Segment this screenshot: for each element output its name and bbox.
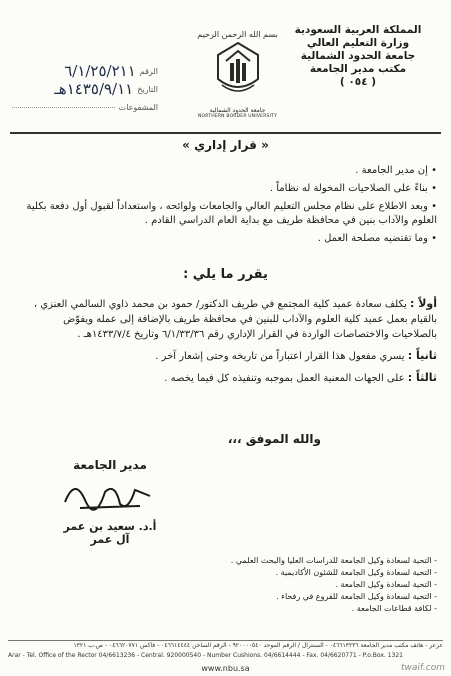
preamble-item: • وبعد الاطلاع على نظام مجلس التعليم العالي والجامعات ولوائحه ، واستعداداً لقبول أول دفعة بكلية العلوم والآداب بنين في محافظة طريف مع بداية العام الدراسي القادم . [26, 201, 437, 226]
copies-list [17, 555, 437, 615]
logo-name-en: NORTHERN BORDER UNIVERSITY [197, 114, 278, 119]
logo-name-ar: جامعة الحدود الشمالية [209, 107, 266, 114]
article-number: ثانياً : [407, 349, 437, 362]
article-number: أولاً : [409, 297, 437, 310]
signature-block [60, 458, 160, 546]
university-logo [195, 30, 280, 125]
preamble-item: • وما تقتضيه مصلحة العمل . [317, 233, 437, 244]
handwritten-signature [60, 472, 160, 517]
decree-title: « قرار إداري » [182, 138, 269, 152]
article-text: يكلف سعادة عميد كلية المجتمع في طريف الدكتور/ حمود بن محمد ذاوي السالمي العنزي ، بالقيام بعمل عميد كلية العلوم والآداب للبنين في محافظة طريف بالإضافة إلى عمله ويفوّض بالصلاحيات والاختصاصات الواردة في القرار الإداري رقم ٦/١/٣٣/٣٦ وتاريخ ١٤٣٣/٧/٤هـ . [33, 299, 437, 340]
article-text: على الجهات المعنية العمل بموجبه وتنفيذه كل فيما يخصه . [164, 373, 405, 384]
copy-recipient: - التحية لسعادة وكيل الجامعة للفروع في رفحاء . [276, 592, 437, 601]
watermark: twaif.com [401, 663, 445, 673]
copy-recipient: - التحية لسعادة وكيل الجامعة . [335, 580, 437, 589]
university-website: www.nbu.sa [201, 664, 250, 673]
office-code: ( ٠٥٤ ) [339, 76, 377, 88]
ref-attachments-label: المشفوعات [118, 102, 158, 112]
articles [17, 290, 437, 392]
attachments-line [12, 107, 115, 108]
copy-recipient: - التحية لسعادة وكيل الجامعة للدراسات العليا والبحث العلمي . [230, 556, 437, 565]
letterhead-line: المملكة العربية السعودية [294, 24, 422, 36]
preamble-item: • بناءً على الصلاحيات المخولة له نظاماً . [269, 183, 437, 194]
preamble [17, 160, 437, 250]
basmala: بسم الله الرحمن الرحيم [197, 30, 278, 39]
footer-contact-ar: عرعر - هاتف مكتب مدير الجامعة ٠٤٦٦١٣٢٣٦ - السنترال / الرقم الموحد ٩٢٠٠٠٠٥٤٠ - الرقم الساخن ٠٤٦٦١٤٤٤٤ - فاكس ٠٤٦٦٢٠٧٧١ - ص.ب ١٣٢١ [73, 642, 443, 649]
footer-divider [8, 640, 443, 641]
ref-number: ٦/١/٢٥/٢١١ [64, 62, 136, 80]
article-2 [17, 348, 437, 364]
letterhead-line: وزارة التعليم العالي [306, 37, 410, 49]
letterhead-line: جامعة الحدود الشمالية [300, 50, 416, 62]
footer-contact-en: Arar - Tel. Office of the Rector 04/6613236 - Central. 920000540 - Number Cushions. 04/6614444 - Fax. 04/6620771 - P.o.Box. 1321 [8, 652, 403, 659]
preamble-item: • إن مدير الجامعة . [355, 165, 437, 176]
ref-date-label: التاريخ [137, 84, 158, 94]
article-text: يسري مفعول هذا القرار اعتباراً من تاريخه وحتى إشعار آخر . [155, 351, 405, 362]
ref-number-label: الرقم [139, 66, 158, 76]
reference-block [8, 62, 158, 116]
article-1 [17, 296, 437, 342]
article-3 [17, 370, 437, 386]
article-number: ثالثاً : [407, 371, 437, 384]
copy-recipient: - التحية لسعادة وكيل الجامعة للشئون الأكاديمية . [275, 568, 437, 577]
decides-heading: يقرر ما يلي : [183, 267, 268, 282]
letterhead-ministry [283, 24, 433, 89]
signatory-title: مدير الجامعة [73, 458, 147, 472]
logo-emblem-icon [208, 39, 268, 101]
ref-date: ١٤٣٥/٩/١١هـ [54, 80, 134, 98]
copy-recipient: - لكافة قطاعات الجامعة . [351, 604, 437, 613]
letterhead-line: مكتب مدير الجامعة [309, 63, 407, 75]
header-divider [10, 132, 441, 134]
closing-phrase: والله الموفق ،،، [227, 432, 321, 446]
signatory-name: أ.د. سعيد بن عمر آل عمر [63, 520, 157, 546]
